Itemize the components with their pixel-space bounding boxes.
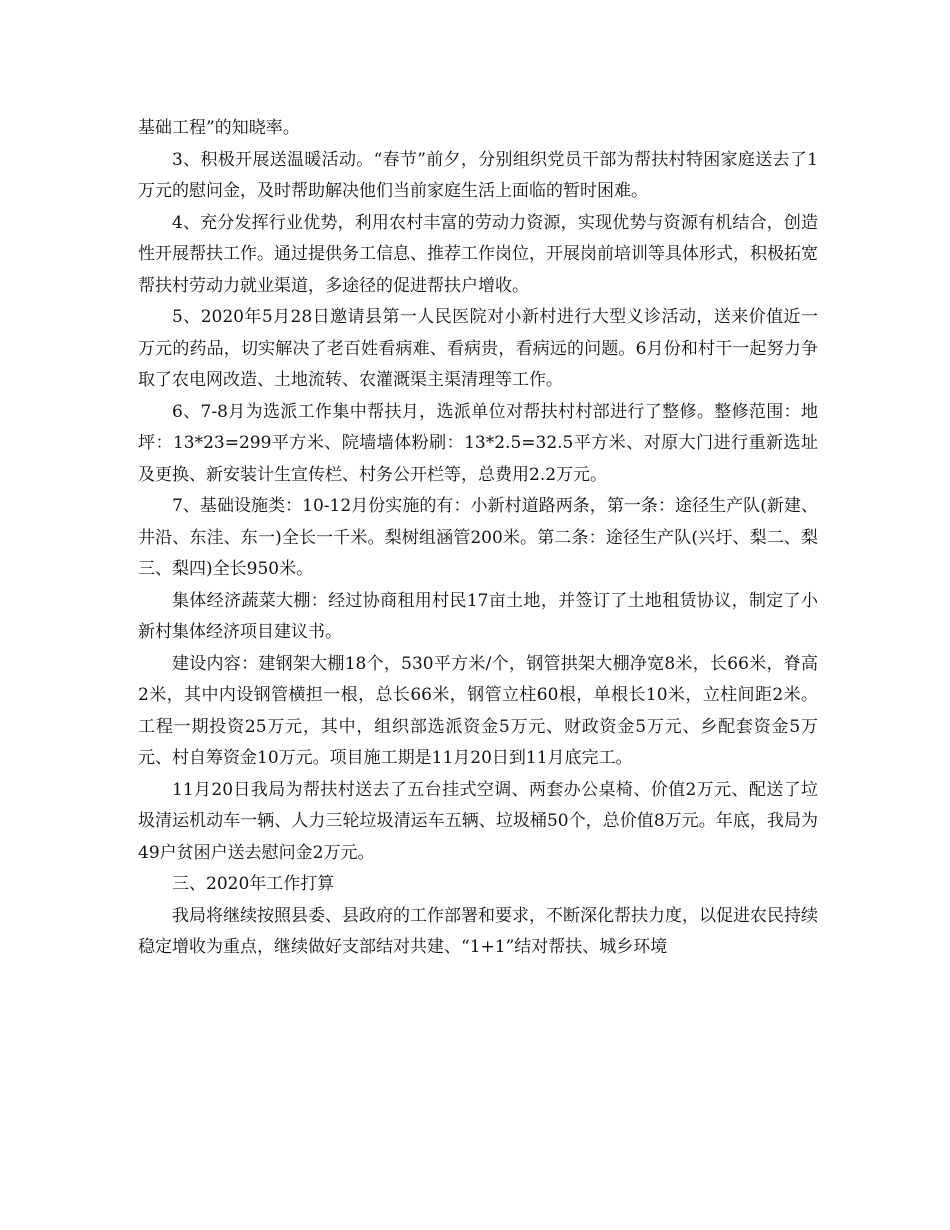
section-heading-plan: 三、2020年工作打算 bbox=[172, 874, 335, 894]
paragraph-item-3: 3、积极开展送温暖活动。“春节”前夕，分别组织党员干部为帮扶村特困家庭送去了1万元的慰问金，及时帮助解决他们当前家庭生活上面临的暂时困难。 bbox=[138, 149, 818, 201]
paragraph-november: 11月20日我局为帮扶村送去了五台挂式空调、两套办公桌椅、价值2万元、配送了垃圾清运机动车一辆、人力三轮垃圾清运车五辆、垃圾桶50个，总价值8万元。年底，我局为49户贫困户送去慰问金2万元。 bbox=[138, 779, 818, 863]
paragraph-greenhouse: 集体经济蔬菜大棚：经过协商租用村民17亩土地，并签订了土地租赁协议，制定了小新村集体经济项目建议书。 bbox=[138, 590, 818, 642]
paragraph-continuation: 基础工程”的知晓率。 bbox=[138, 118, 300, 138]
paragraph-plan: 我局将继续按照县委、县政府的工作部署和要求，不断深化帮扶力度，以促进农民持续稳定增收为重点，继续做好支部结对共建、“1+1”结对帮扶、城乡环境 bbox=[138, 905, 818, 957]
document-body bbox=[138, 113, 818, 964]
paragraph-item-6: 6、7-8月为选派工作集中帮扶月，选派单位对帮扶村村部进行了整修。整修范围：地坪：13*23=299平方米、院墙墙体粉刷：13*2.5=32.5平方米、对原大门进行重新选址及更换、新安装计生宣传栏、村务公开栏等，总费用2.2万元。 bbox=[138, 401, 818, 485]
paragraph-item-4: 4、充分发挥行业优势，利用农村丰富的劳动力资源，实现优势与资源有机结合，创造性开展帮扶工作。通过提供务工信息、推荐工作岗位，开展岗前培训等具体形式，积极拓宽帮扶村劳动力就业渠道，多途径的促进帮扶户增收。 bbox=[138, 212, 818, 296]
paragraph-item-5: 5、2020年5月28日邀请县第一人民医院对小新村进行大型义诊活动，送来价值近一万元的药品，切实解决了老百姓看病难、看病贵，看病远的问题。6月份和村干一起努力争取了农电网改造、土地流转、农灌溉渠主渠清理等工作。 bbox=[138, 307, 818, 390]
paragraph-construction: 建设内容：建钢架大棚18个，530平方米/个，钢管拱架大棚净宽8米，长66米，脊高2米，其中内设钢管横担一根，总长66米，钢管立柱60根，单根长10米，立柱间距2米。工程一期投资25万元，其中，组织部选派资金5万元、财政资金5万元、乡配套资金5万元、村自筹资金10万元。项目施工期是11月20日到11月底完工。 bbox=[138, 653, 818, 768]
paragraph-item-7: 7、基础设施类：10-12月份实施的有：小新村道路两条，第一条：途径生产队(新建、井沿、东洼、东一)全长一千米。梨树组涵管200米。第二条：途径生产队(兴圩、梨二、梨三、梨四)全长950米。 bbox=[138, 496, 818, 579]
